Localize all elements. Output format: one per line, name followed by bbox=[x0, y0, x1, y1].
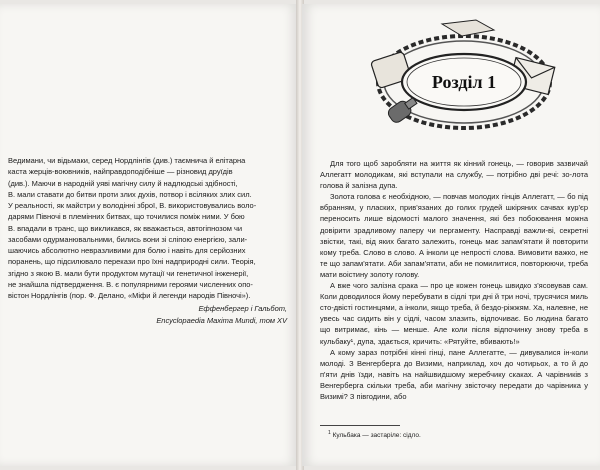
paragraph: А кому зараз потрібні кінні гінці, пане Аллегатте, — дивувалися ін-коли молоді. З Венгерберга до Визими, наприклад, хоч до чотирьох, а то й до п'яти днів їзди, навіть на найшвидшому жеребчику скаках. А чарівників з Венгерберга скільки треба, аби магічну звісточку передати до чарівника у Визимі? З півгодини, або bbox=[320, 347, 588, 401]
paragraph: Для того щоб заробляти на життя як кінний гонець, — говорив зазвичай Аллегатт молодикам, які вступали на службу, — потрібно дві речі: зо-лота голова й залізна дупа. bbox=[320, 159, 588, 191]
epigraph bbox=[8, 155, 287, 326]
epigraph-line: У реальності, як майстри у володінні зброї, В. використовувались воло- bbox=[8, 201, 257, 210]
chapter-body bbox=[320, 158, 588, 402]
epigraph-line: каста жерців-воювників, найправдоподібніше — різновид друїдів bbox=[8, 167, 233, 177]
paragraph: А вже чого залізна срака — про це кожен гонець швидко з'ясовував сам. Коли доводилося йому перебувати в сідлі три дні й три ночі, трусячися миль сто-двісті гостинцями, а інколи, якщо треба, й бездо-ріжжям. Ха, налевне, не увесь час сидить він у сідлі, часом злазить, відпочиває. Бо людина багато що витримає, кінь — менше. Але коли після відпочинку знову треба в кульбаку¹, дупа, здається, кричить: «Рятуйте, вбивають!» bbox=[320, 281, 588, 346]
epigraph-line: Ведимани, чи відьмаки, серед Нордлінгів (див.) таємнича й елітарна bbox=[8, 156, 246, 165]
chapter-emblem bbox=[364, 16, 564, 140]
footnote-text: Кульбака — застаріле: сідло. bbox=[332, 432, 421, 439]
footnote bbox=[328, 429, 421, 439]
footnote-marker: 1 bbox=[328, 429, 331, 436]
epigraph-line: не знайшла підтвердження. В. є популярними героями численних опо- bbox=[8, 279, 253, 289]
epigraph-line: дарями Півночі в племінних битвах, що точилися поміж ними. У бою bbox=[8, 212, 245, 222]
epigraph-line: шаючись абсолютно невразливими для болю і навіть для серйозних bbox=[8, 246, 246, 255]
chapter-title: Розділ 1 bbox=[431, 72, 497, 92]
epigraph-line: вістон Нордлінгів (пор. Ф. Делано, «Міфи й легенди народів Півночі»). bbox=[8, 291, 251, 300]
folded-map-icon bbox=[442, 20, 494, 36]
left-page bbox=[0, 4, 298, 466]
right-page bbox=[302, 4, 600, 466]
epigraph-line: згідно з якою В. мали бути продуктом мутації чи генетичної інженерії, bbox=[8, 268, 249, 278]
footnote-rule bbox=[320, 425, 400, 426]
epigraph-line: (див.). Маючи в народній уяві магічну силу й надлюдські здібності, bbox=[8, 178, 238, 188]
signature-authors: Еффенбергер і Гальбот, bbox=[198, 304, 287, 314]
epigraph-signature bbox=[8, 303, 287, 326]
paragraph: Золота голова є необхідною, — повчав молодих гінців Аллегатт, — бо під вбранням, у пласких, прив'язаних до голих грудей шкіряних сачвах кур'єр переносить лише відомості малого значення, які без побоювання можна довірити зрадливому паперу чи пергаменту. Насправді важли-ві, секретні звістки, такі, від яких багато залежить, гонець має запам'ятати й повторити кому треба. Слово в слово. А інколи це непрості слова. Вимовити важко, не те що запам'ятати. Аби запам'ятати, аби не помилитися, повторюючи, треба мати воістину золоту голову. bbox=[320, 192, 588, 279]
signature-source: Encyclopaedia Maxima Mundi, том XV bbox=[156, 315, 287, 325]
epigraph-line: поранень, що підсилювало перекази про їхні надприродні сили. Теорія, bbox=[8, 257, 256, 267]
epigraph-line: засобами одурманювальними, бились вони зі сліпою енергією, зали- bbox=[8, 234, 248, 244]
epigraph-line: В. мали ставати до битви проти злих духів, потвор і всіляких злих сил. bbox=[8, 189, 252, 199]
epigraph-line: В. впадали в транс, що викликався, як вважається, автогіпнозом чи bbox=[8, 223, 243, 233]
